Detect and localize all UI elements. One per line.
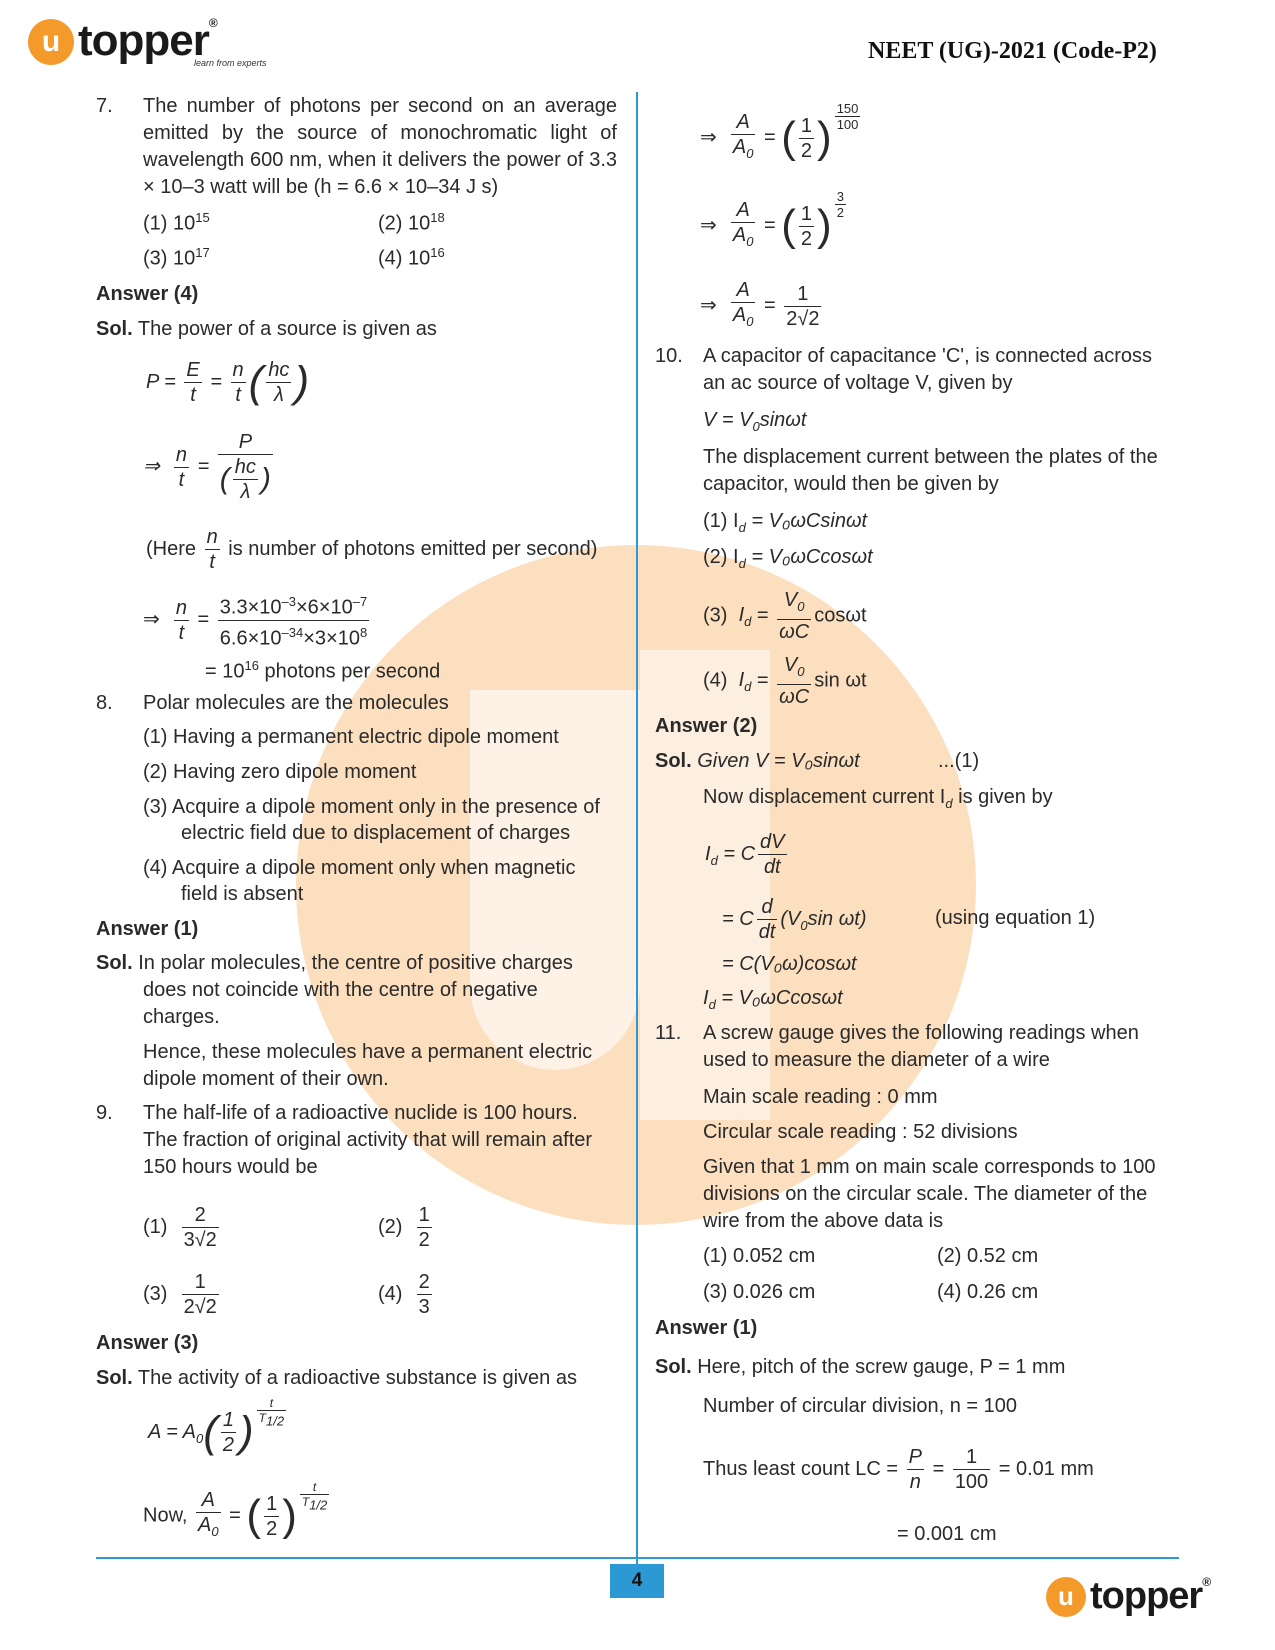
q9-equation-ratio: Now, $\frac{A}{A_0}$ = ( $\frac{1}{2}$ ) $^{\frac{t}{T_{1/2}}}$ <box>143 1479 328 1540</box>
footer-logo: u topper® <box>1046 1575 1210 1618</box>
q9-step-3: ⇒ $\frac{A}{A_0}$ = $\frac{1}{2√2}$ <box>700 279 820 330</box>
q9-equation-activity: $A = A_0$( $\frac{1}{2}$ ) $^{\frac{t}{T_{1/2}}}$ <box>148 1396 285 1457</box>
q7-equation-power: P = $\frac{E}{t}$ = $\frac{n}{t}$ ( $\frac{hc}{\lambda}$ ) <box>146 357 310 407</box>
q9-step-1: ⇒ $\frac{A}{A_0}$ = ( $\frac{1}{2}$ ) $^{\frac{150}{100}}$ <box>700 100 859 162</box>
q8-answer: Answer (1) <box>96 918 199 940</box>
header-logo: u topper® learn from experts <box>28 16 267 68</box>
column-divider <box>636 92 638 1584</box>
q10-using-note: (using equation 1) <box>935 907 1096 929</box>
exam-code: NEET (UG)-2021 (Code-P2) <box>868 38 1157 64</box>
q9-number: 9. <box>96 1102 113 1124</box>
q8-solution-line3: charges. <box>143 1006 220 1028</box>
q10-derivation-1: $I_d = C$ $\frac{dV}{dt}$ <box>705 831 785 878</box>
q10-option-1: (1) $I_d = V_0\omega Csin\omega t$ <box>703 510 868 535</box>
q10-solution-given: Sol. Given V = V₀sinωt <box>655 750 860 772</box>
q9-option-4: (4) $\frac{2}{3}$ <box>378 1271 430 1318</box>
q11-diameter-result: = 0.001 cm <box>897 1523 997 1545</box>
q10-text-line4: capacitor, would then be given by <box>703 473 999 495</box>
q11-solution-line1: Sol. Here, pitch of the screw gauge, P = 1 mm <box>655 1356 1066 1378</box>
q8-number: 8. <box>96 692 113 714</box>
q7-answer: Answer (4) <box>96 283 199 305</box>
page-number: 4 <box>610 1564 664 1598</box>
q11-circular-scale: Circular scale reading : 52 divisions <box>703 1121 1018 1143</box>
q9-option-2: (2) $\frac{1}{2}$ <box>378 1204 430 1251</box>
q11-text-line2: used to measure the diameter of a wire <box>703 1049 1050 1071</box>
q11-option-4: (4) 0.26 cm <box>937 1281 1039 1303</box>
q10-text-line3: The displacement current between the plates of the <box>703 446 1158 468</box>
q10-text-line1: A capacitor of capacitance 'C', is connected across <box>703 345 1152 367</box>
q10-equation-ref: ...(1) <box>938 750 980 772</box>
q10-option-2: (2) $I_d = V_0\omega Ccos\omega t$ <box>703 546 873 571</box>
q11-answer: Answer (1) <box>655 1317 758 1339</box>
q10-solution-line2: Now displacement current $I_d$ is given by <box>703 786 1053 811</box>
q11-given-line2: divisions on the circular scale. The diameter of the <box>703 1183 1148 1205</box>
q7-option-1: (1) $10^{15}$ <box>143 210 210 235</box>
q11-text-line1: A screw gauge gives the following readings when <box>703 1022 1139 1044</box>
q11-main-scale: Main scale reading : 0 mm <box>703 1086 938 1108</box>
q11-number: 11. <box>655 1022 682 1044</box>
logo-name: topper <box>78 16 209 65</box>
q8-option-4-line2: field is absent <box>181 883 304 905</box>
q9-answer: Answer (3) <box>96 1332 199 1354</box>
q10-derivation-2: = C $\frac{d}{dt}$ ($V_0\sin$ ωt) <box>722 896 867 943</box>
q8-solution-line1: Sol. In polar molecules, the centre of positive charges <box>96 952 573 974</box>
q7-option-3: (3) $10^{17}$ <box>143 245 210 270</box>
q11-given-line3: wire from the above data is <box>703 1210 944 1232</box>
q7-solution: Sol. The power of a source is given as <box>96 318 437 340</box>
q11-option-1: (1) 0.052 cm <box>703 1245 816 1267</box>
footer-logo-name: topper <box>1090 1575 1203 1617</box>
q11-least-count: Thus least count LC = $\frac{P}{n}$ = $\frac{1}{100}$ = 0.01 mm <box>703 1446 1094 1493</box>
q11-given-line1: Given that 1 mm on main scale corresponds to 100 <box>703 1156 1156 1178</box>
q10-voltage-equation: $V = V_0\sin\omega t$ <box>703 409 807 434</box>
logo-tagline: learn from experts <box>194 58 267 68</box>
footer-logo-icon: u <box>1046 1577 1086 1617</box>
q8-solution-line2: does not coincide with the centre of negative <box>143 979 538 1001</box>
q10-number: 10. <box>655 345 683 367</box>
q10-option-3: (3) $I_d$ = $\frac{V_0}{\omega C}$ cosωt <box>703 589 867 643</box>
q7-number: 7. <box>96 95 113 117</box>
q7-calculation: ⇒ $\frac{n}{t}$ = $\frac{3.3\times 10^{-3}\times 6\times 10^{-7}}{6.6\times 10^{-34}\times 3\times 10^8}$ <box>143 590 372 650</box>
q11-option-2: (2) 0.52 cm <box>937 1245 1039 1267</box>
footer-rule <box>96 1557 1179 1559</box>
q7-option-4: (4) $10^{16}$ <box>378 245 445 270</box>
q7-note: (Here $\frac{n}{t}$ is number of photons emitted per second) <box>146 526 598 573</box>
q7-option-2: (2) $10^{18}$ <box>378 210 445 235</box>
q9-option-1: (1) $\frac{2}{3√2}$ <box>143 1204 217 1251</box>
q10-derivation-3: = C(V₀ω)cosωt <box>722 953 857 975</box>
q10-answer: Answer (2) <box>655 715 758 737</box>
q8-solution-line5: dipole moment of their own. <box>143 1068 389 1090</box>
q9-solution: Sol. The activity of a radioactive substance is given as <box>96 1367 577 1389</box>
q9-option-3: (3) $\frac{1}{2√2}$ <box>143 1271 217 1318</box>
q10-derivation-4: $I_d = V_0\omega Ccos\omega t$ <box>703 987 843 1012</box>
logo-icon: u <box>28 19 74 65</box>
q8-option-3-line1: (3) Acquire a dipole moment only in the presence of <box>143 796 600 818</box>
q8-option-3-line2: electric field due to displacement of charges <box>181 822 571 844</box>
q7-equation-rate: ⇒ $\frac{n}{t}$ = P ( $\frac{hc}{\lambda}$ ) <box>143 431 271 503</box>
q7-result: = $10^{16}$ photons per second <box>205 658 441 683</box>
q8-option-4-line1: (4) Acquire a dipole moment only when magnetic <box>143 857 576 879</box>
q8-text: Polar molecules are the molecules <box>143 692 449 714</box>
q11-option-3: (3) 0.026 cm <box>703 1281 816 1303</box>
q10-text-line2: an ac source of voltage V, given by <box>703 372 1013 394</box>
q11-solution-line2: Number of circular division, n = 100 <box>703 1395 1018 1417</box>
q9-step-2: ⇒ $\frac{A}{A_0}$ = ( $\frac{1}{2}$ ) $^{\frac{3}{2}}$ <box>700 188 844 250</box>
q8-solution-line4: Hence, these molecules have a permanent electric <box>143 1041 593 1063</box>
q8-option-1: (1) Having a permanent electric dipole moment <box>143 726 559 748</box>
q9-text: The half-life of a radioactive nuclide is 100 hours. The fraction of original activity that will remain after 150 hours would be <box>143 1102 593 1178</box>
q8-option-2: (2) Having zero dipole moment <box>143 761 417 783</box>
q7-text: The number of photons per second on an average emitted by the source of monochromatic light of wavelength 600 nm, when it delivers the power of 3.3 × 10–3 watt will be (h = 6.6 × 10–34 J s) <box>143 95 617 198</box>
q10-option-4: (4) $I_d$ = $\frac{V_0}{\omega C}$ sin ωt <box>703 654 867 708</box>
